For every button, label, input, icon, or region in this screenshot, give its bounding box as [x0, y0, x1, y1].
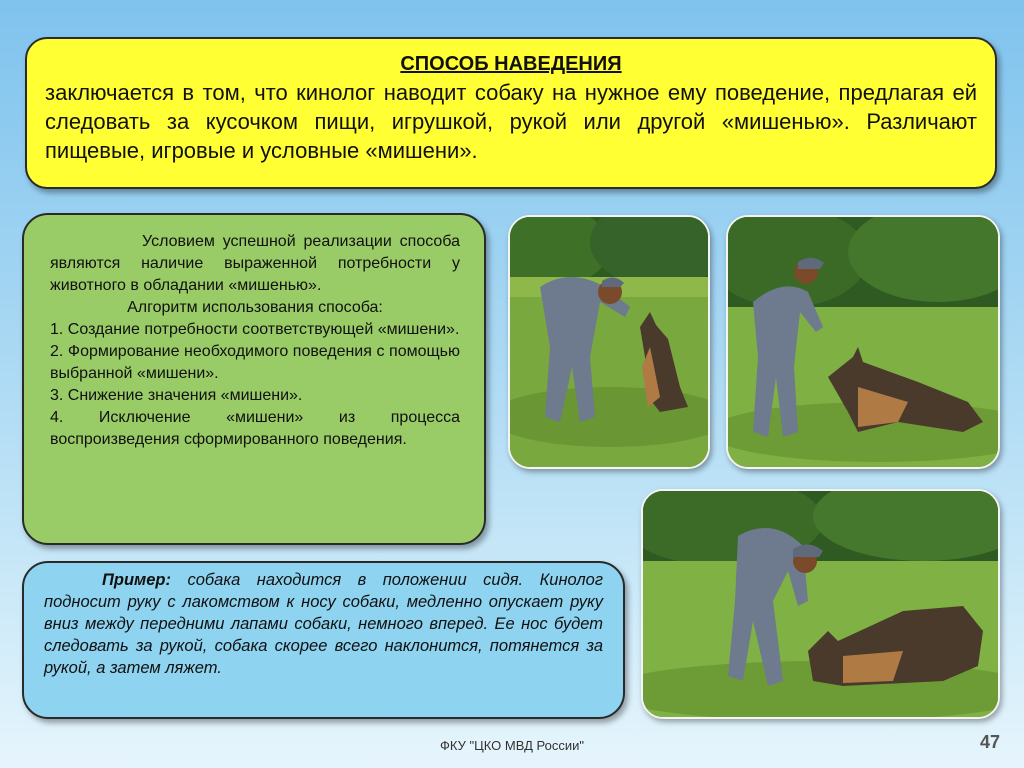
- algorithm-step-1: 1. Создание потребности соответствующей «мишени».: [50, 321, 460, 338]
- photo-dog-following-hand-image: [728, 217, 998, 467]
- photo-dog-sitting: [508, 215, 710, 469]
- algorithm-step-2: 2. Формирование необходимого поведения с помощью выбранной «мишени».: [50, 343, 460, 382]
- conditions-box: [22, 213, 486, 545]
- method-definition-box: [25, 37, 997, 189]
- method-definition-text: заключается в том, что кинолог наводит собаку на нужное ему поведение, предлагая ей следовать за кусочком пищи, игрушкой, рукой или другой «мишенью». Различают пищевые, игровые и условные «мишени».: [45, 80, 977, 163]
- photo-dog-lying-down: [641, 489, 1000, 719]
- photo-dog-lying-down-image: [643, 491, 998, 717]
- photo-dog-sitting-image: [510, 217, 708, 467]
- photo-dog-following-hand: [726, 215, 1000, 469]
- algorithm-step-4: 4. Исключение «мишени» из процесса воспроизведения сформированного поведения.: [50, 409, 460, 448]
- example-body: собака находится в положении сидя. Кинолог подносит руку с лакомством к носу собаки, медленно опускает руку вниз между передними лапами собаки, немного вперед. Ее нос будет следовать за рукой, собака скорее всего наклонится, потянется за рукой, а затем ляжет.: [44, 571, 603, 677]
- conditions-intro: Условием успешной реализации способа являются наличие выраженной потребности у животного в обладании «мишенью».: [50, 233, 460, 294]
- footer-organization: ФКУ "ЦКО МВД России": [440, 738, 584, 753]
- example-text: [44, 569, 603, 679]
- example-lead: Пример:: [102, 571, 171, 589]
- algorithm-step-3: 3. Снижение значения «мишени».: [50, 387, 303, 404]
- example-box: [22, 561, 625, 719]
- page-number: 47: [979, 732, 1000, 752]
- algorithm-heading: Алгоритм использования способа:: [127, 299, 383, 316]
- slide-title: СПОСОБ НАВЕДЕНИЯ: [400, 53, 622, 75]
